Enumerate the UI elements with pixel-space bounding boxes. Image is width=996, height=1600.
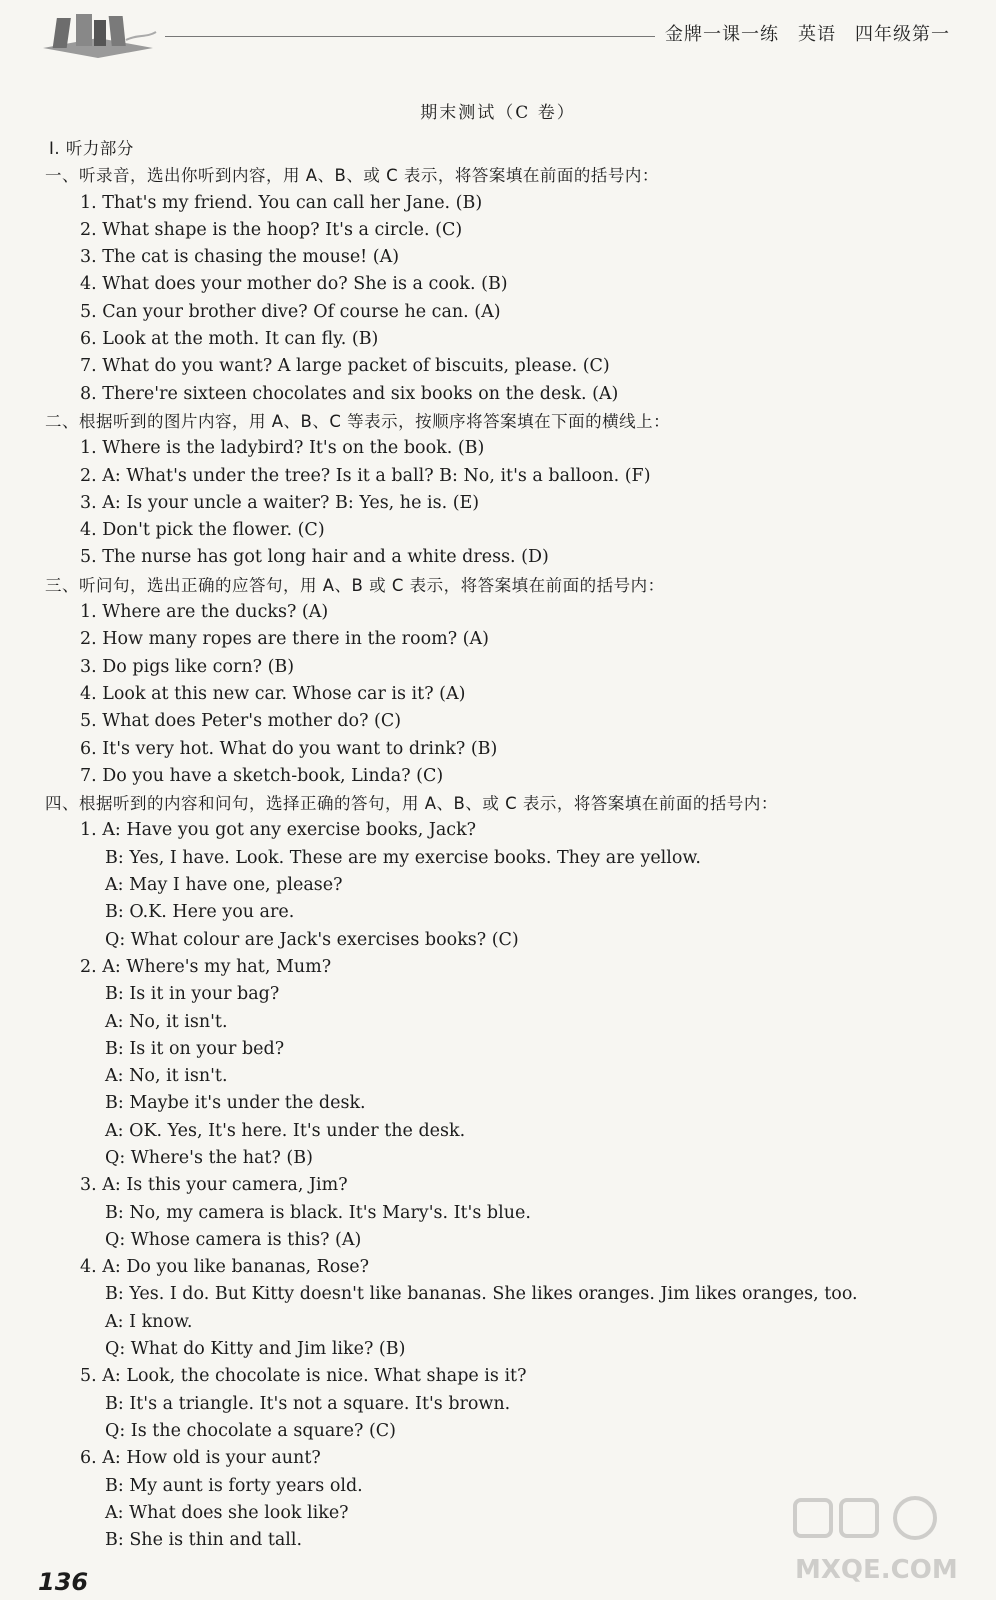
answer-line: 5. Can your brother dive? Of course he can. (A) (80, 301, 501, 322)
document-title: 期末测试（C 卷） (420, 103, 576, 123)
answer-line: 8. There're sixteen chocolates and six books on the desk. (A) (80, 383, 619, 404)
answer-line: 2. What shape is the hoop? It's a circle. (C) (80, 219, 463, 240)
section-heading: 二、根据听到的图片内容，用 A、B、C 等表示，按顺序将答案填在下面的横线上： (45, 411, 671, 431)
answer-line: 3. A: Is this your camera, Jim? (80, 1175, 348, 1196)
answer-line: 1. Where are the ducks? (A) (80, 602, 329, 623)
answer-line: 2. A: What's under the tree? Is it a ball? B: No, it's a balloon. (F) (80, 465, 651, 486)
answer-line: A: OK. Yes, It's here. It's under the desk. (105, 1120, 466, 1141)
answer-line: 1. A: Have you got any exercise books, Jack? (80, 820, 477, 841)
answer-line: B: It's a triangle. It's not a square. It's brown. (105, 1393, 511, 1414)
answer-line: 6. It's very hot. What do you want to drink? (B) (80, 738, 498, 759)
answer-line: 3. A: Is your uncle a waiter? B: Yes, he is. (E) (80, 492, 480, 513)
answer-line: Q: Where's the hat? (B) (105, 1147, 313, 1168)
answer-line: 7. Do you have a sketch-book, Linda? (C) (80, 765, 444, 786)
answer-line: A: No, it isn't. (105, 1066, 228, 1087)
svg-text:MXQE.COM: MXQE.COM (795, 1555, 958, 1585)
answer-line: 4. What does your mother do? She is a cook. (B) (80, 274, 508, 295)
section-heading: 一、听录音，选出你听到内容，用 A、B、或 C 表示，将答案填在前面的括号内： (45, 166, 659, 186)
answer-line: 5. The nurse has got long hair and a white dress. (D) (80, 547, 549, 568)
answer-line: Q: What colour are Jack's exercises books? (C) (105, 929, 519, 950)
answer-line: B: Is it in your bag? (105, 984, 280, 1005)
answer-line: 5. What does Peter's mother do? (C) (80, 711, 402, 732)
answer-line: B: O.K. Here you are. (105, 902, 295, 923)
answer-line: 4. A: Do you like bananas, Rose? (80, 1257, 370, 1278)
answer-line: B: Yes, I have. Look. These are my exercise books. They are yellow. (105, 847, 701, 868)
answer-line: B: Is it on your bed? (105, 1038, 285, 1059)
answer-line: B: Yes. I do. But Kitty doesn't like bananas. She likes oranges. Jim likes oranges, too. (105, 1284, 858, 1305)
answer-line: 3. The cat is chasing the mouse! (A) (80, 247, 400, 268)
books-logo-icon (38, 10, 158, 60)
section-heading: 三、听问句，选出正确的应答句，用 A、B 或 C 表示，将答案填在前面的括号内： (45, 575, 665, 595)
answer-line: 1. Where is the ladybird? It's on the book. (B) (80, 438, 485, 459)
header-rule (165, 36, 655, 37)
answer-line: B: She is thin and tall. (105, 1530, 303, 1551)
answer-line: 1. That's my friend. You can call her Jane. (B) (80, 192, 483, 213)
answer-line: 2. A: Where's my hat, Mum? (80, 956, 332, 977)
answer-line: 7. What do you want? A large packet of biscuits, please. (C) (80, 356, 610, 377)
answer-line: B: No, my camera is black. It's Mary's. It's blue. (105, 1202, 531, 1223)
watermark-logo (785, 1490, 985, 1590)
answer-line: Q: What do Kitty and Jim like? (B) (105, 1339, 406, 1360)
answer-line: 2. How many ropes are there in the room? (A) (80, 629, 489, 650)
answer-line: Q: Whose camera is this? (A) (105, 1229, 362, 1250)
header-title: 金牌一课一练 英语 四年级第一 (665, 24, 950, 45)
answer-line: 4. Don't pick the flower. (C) (80, 520, 325, 541)
page-header (0, 0, 996, 70)
answer-line: 6. Look at the moth. It can fly. (B) (80, 329, 379, 350)
page-number: 136 (38, 1568, 89, 1596)
answer-line: A: What does she look like? (105, 1502, 349, 1523)
answer-line: B: My aunt is forty years old. (105, 1475, 363, 1496)
answer-line: A: I know. (105, 1311, 193, 1332)
answer-line: A: May I have one, please? (105, 875, 343, 896)
answer-line: A: No, it isn't. (105, 1011, 228, 1032)
answer-line: 5. A: Look, the chocolate is nice. What shape is it? (80, 1366, 527, 1387)
answer-line: Q: Is the chocolate a square? (C) (105, 1420, 397, 1441)
answer-line: 3. Do pigs like corn? (B) (80, 656, 295, 677)
answer-line: B: Maybe it's under the desk. (105, 1093, 366, 1114)
section-heading: Ⅰ. 听力部分 (49, 139, 134, 158)
section-heading: 四、根据听到的内容和问句，选择正确的答句，用 A、B、或 C 表示，将答案填在前面的括号内： (45, 794, 778, 814)
answer-line: 6. A: How old is your aunt? (80, 1448, 321, 1469)
answer-key-body (45, 135, 975, 1554)
answer-line: 4. Look at this new car. Whose car is it? (A) (80, 683, 466, 704)
